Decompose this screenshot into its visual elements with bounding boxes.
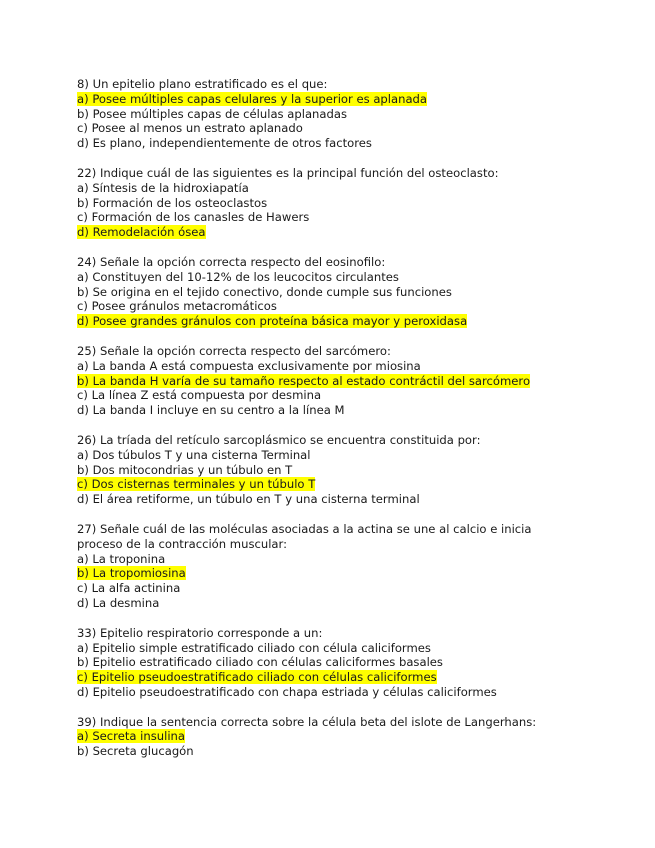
answer-option bbox=[77, 477, 577, 492]
highlighted-answer: d) Posee grandes gránulos con proteína básica mayor y peroxidasa bbox=[77, 314, 468, 329]
answer-option: b) Secreta glucagón bbox=[77, 744, 194, 759]
answer-option: d) Es plano, independientemente de otros factores bbox=[77, 136, 372, 151]
answer-option: a) Dos túbulos T y una cisterna Terminal bbox=[77, 447, 311, 462]
question-stem: 8) Un epitelio plano estratificado es el que: bbox=[77, 77, 328, 91]
answer-option: c) La línea Z está compuesta por desmina bbox=[77, 388, 322, 403]
answer-option bbox=[77, 729, 577, 744]
answer-option: a) Síntesis de la hidroxiapatía bbox=[77, 180, 249, 195]
question-33 bbox=[77, 626, 577, 700]
answer-option bbox=[77, 566, 577, 581]
answer-option: d) Epitelio pseudoestratificado con chapa estriada y células caliciformes bbox=[77, 684, 497, 699]
question-stem: 26) La tríada del retículo sarcoplásmico se encuentra constituida por: bbox=[77, 432, 481, 447]
answer-option: d) La banda I incluye en su centro a la línea M bbox=[77, 403, 345, 418]
answer-option bbox=[77, 374, 577, 389]
answer-option: c) Formación de los canasles de Hawers bbox=[77, 210, 310, 225]
question-25 bbox=[77, 344, 577, 418]
answer-option: c) Posee gránulos metacromáticos bbox=[77, 299, 277, 314]
question-stem: 25) Señale la opción correcta respecto del sarcómero: bbox=[77, 343, 391, 358]
question-stem: 24) Señale la opción correcta respecto del eosinofilo: bbox=[77, 254, 386, 269]
answer-option bbox=[77, 92, 577, 107]
highlighted-answer: a) Secreta insulina bbox=[77, 729, 186, 744]
question-26 bbox=[77, 433, 577, 507]
highlighted-answer: b) La tropomiosina bbox=[77, 566, 186, 581]
highlighted-answer: d) Remodelación ósea bbox=[77, 225, 206, 240]
answer-option: c) Posee al menos un estrato aplanado bbox=[77, 121, 303, 136]
question-stem: 39) Indique la sentencia correcta sobre la célula beta del islote de Langerhans: bbox=[77, 714, 537, 729]
question-24 bbox=[77, 255, 577, 329]
question-39 bbox=[77, 715, 577, 759]
answer-option bbox=[77, 314, 577, 329]
document-page bbox=[77, 77, 577, 774]
question-stem: 27) Señale cuál de las moléculas asociadas a la actina se une al calcio e inicia proceso de la contracción muscular: bbox=[77, 521, 532, 551]
answer-option: b) Posee múltiples capas de células aplanadas bbox=[77, 106, 348, 121]
answer-option: d) La desmina bbox=[77, 595, 160, 610]
answer-option: c) La alfa actinina bbox=[77, 581, 181, 596]
answer-option: b) Se origina en el tejido conectivo, donde cumple sus funciones bbox=[77, 284, 452, 299]
answer-option: a) Constituyen del 10-12% de los leucocitos circulantes bbox=[77, 269, 399, 284]
question-22 bbox=[77, 166, 577, 240]
question-8 bbox=[77, 77, 577, 151]
answer-option: b) Formación de los osteoclastos bbox=[77, 195, 268, 210]
highlighted-answer: b) La banda H varía de su tamaño respecto al estado contráctil del sarcómero bbox=[77, 373, 531, 388]
answer-option: a) La troponina bbox=[77, 551, 166, 566]
answer-option: b) Epitelio estratificado ciliado con células caliciformes basales bbox=[77, 655, 443, 670]
answer-option: b) Dos mitocondrias y un túbulo en T bbox=[77, 462, 293, 477]
answer-option bbox=[77, 670, 577, 685]
highlighted-answer: c) Dos cisternas terminales y un túbulo T bbox=[77, 477, 316, 492]
question-stem: 22) Indique cuál de las siguientes es la principal función del osteoclasto: bbox=[77, 165, 499, 180]
answer-option: a) La banda A está compuesta exclusivamente por miosina bbox=[77, 358, 421, 373]
question-stem: 33) Epitelio respiratorio corresponde a un: bbox=[77, 625, 323, 640]
answer-option bbox=[77, 225, 577, 240]
highlighted-answer: c) Epitelio pseudoestratificado ciliado con células caliciformes bbox=[77, 670, 437, 685]
answer-option: d) El área retiforme, un túbulo en T y una cisterna terminal bbox=[77, 492, 420, 507]
question-27 bbox=[77, 522, 577, 611]
highlighted-answer: a) Posee múltiples capas celulares y la superior es aplanada bbox=[77, 91, 428, 106]
answer-option: a) Epitelio simple estratificado ciliado con célula caliciformes bbox=[77, 640, 431, 655]
